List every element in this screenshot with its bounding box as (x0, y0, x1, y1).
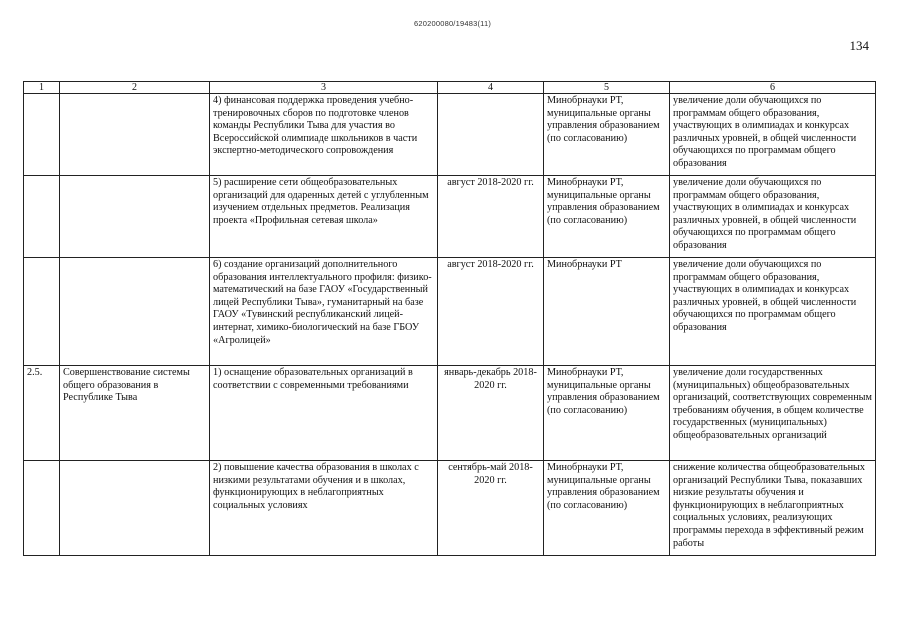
document-number: 620200080/19483(11) (413, 19, 492, 28)
row-section (60, 176, 210, 258)
row-period: август 2018-2020 гг. (438, 176, 544, 258)
table-row (24, 94, 876, 176)
column-header: 1 (24, 82, 60, 94)
row-result: увеличение доли государственных (муниципальных) общеобразовательных организаций, соответствующих современным требованиям обучения, в общем количестве государственных (муниципальных) общеобразовательных организаций (670, 366, 876, 461)
row-number (24, 176, 60, 258)
row-number (24, 94, 60, 176)
page-number: 134 (849, 38, 869, 53)
row-number (24, 258, 60, 366)
row-section (60, 258, 210, 366)
row-period: август 2018-2020 гг. (438, 258, 544, 366)
table-row (24, 258, 876, 366)
row-executor: Минобрнауки РТ, муниципальные органы управления образованием (по согласованию) (544, 176, 670, 258)
row-period: сентябрь-май 2018-2020 гг. (438, 461, 544, 556)
row-section: Совершенствование системы общего образования в Республике Тыва (60, 366, 210, 461)
table-row (24, 176, 876, 258)
row-executor: Минобрнауки РТ, муниципальные органы управления образованием (по согласованию) (544, 94, 670, 176)
row-activity: 6) создание организаций дополнительного образования интеллектуального профиля: физико-математический на базе ГАОУ «Государственный лицей Республики Тыва», гуманитарный на базе ГАОУ «Тувинский республиканский лицей-интернат, химико-биологический на базе ГБОУ «Агролицей» (210, 258, 438, 366)
row-result: увеличение доли обучающихся по программам общего образования, участвующих в олимпиадах и конкурсах различных уровней, в общей численности обучающихся по программам общего образования (670, 94, 876, 176)
row-executor: Минобрнауки РТ (544, 258, 670, 366)
row-executor: Минобрнауки РТ, муниципальные органы управления образованием (по согласованию) (544, 461, 670, 556)
column-header: 2 (60, 82, 210, 94)
row-section (60, 461, 210, 556)
table-row (24, 366, 876, 461)
row-section (60, 94, 210, 176)
row-activity: 2) повышение качества образования в школах с низкими результатами обучения и в школах, функционирующих в неблагоприятных социальных условиях (210, 461, 438, 556)
row-number (24, 461, 60, 556)
column-header: 4 (438, 82, 544, 94)
column-header: 5 (544, 82, 670, 94)
row-executor: Минобрнауки РТ, муниципальные органы управления образованием (по согласованию) (544, 366, 670, 461)
row-result: снижение количества общеобразовательных организаций Республики Тыва, показавших низкие результаты обучения и функционирующих в неблагоприятных социальных условиях, реализующих программы перехода в эффективный режим работы (670, 461, 876, 556)
row-result: увеличение доли обучающихся по программам общего образования, участвующих в олимпиадах и конкурсах различных уровней, в общей численности обучающихся по программам общего образования (670, 176, 876, 258)
plan-table (23, 81, 876, 556)
row-period (438, 94, 544, 176)
row-activity: 4) финансовая поддержка проведения учебно-тренировочных сборов по подготовке членов команды Республики Тыва для участия во Всероссийской олимпиаде школьников в части экспертно-методического сопровождения (210, 94, 438, 176)
table-row (24, 461, 876, 556)
table-header-row (24, 82, 876, 94)
row-activity: 5) расширение сети общеобразовательных организаций для одаренных детей с углубленным изучением отдельных предметов. Реализация проекта «Профильная сетевая школа» (210, 176, 438, 258)
row-period: январь-декабрь 2018-2020 гг. (438, 366, 544, 461)
row-number: 2.5. (24, 366, 60, 461)
row-activity: 1) оснащение образовательных организаций в соответствии с современными требованиями (210, 366, 438, 461)
row-result: увеличение доли обучающихся по программам общего образования, участвующих в олимпиадах и конкурсах различных уровней, в общей численности обучающихся по программам общего образования (670, 258, 876, 366)
column-header: 6 (670, 82, 876, 94)
column-header: 3 (210, 82, 438, 94)
